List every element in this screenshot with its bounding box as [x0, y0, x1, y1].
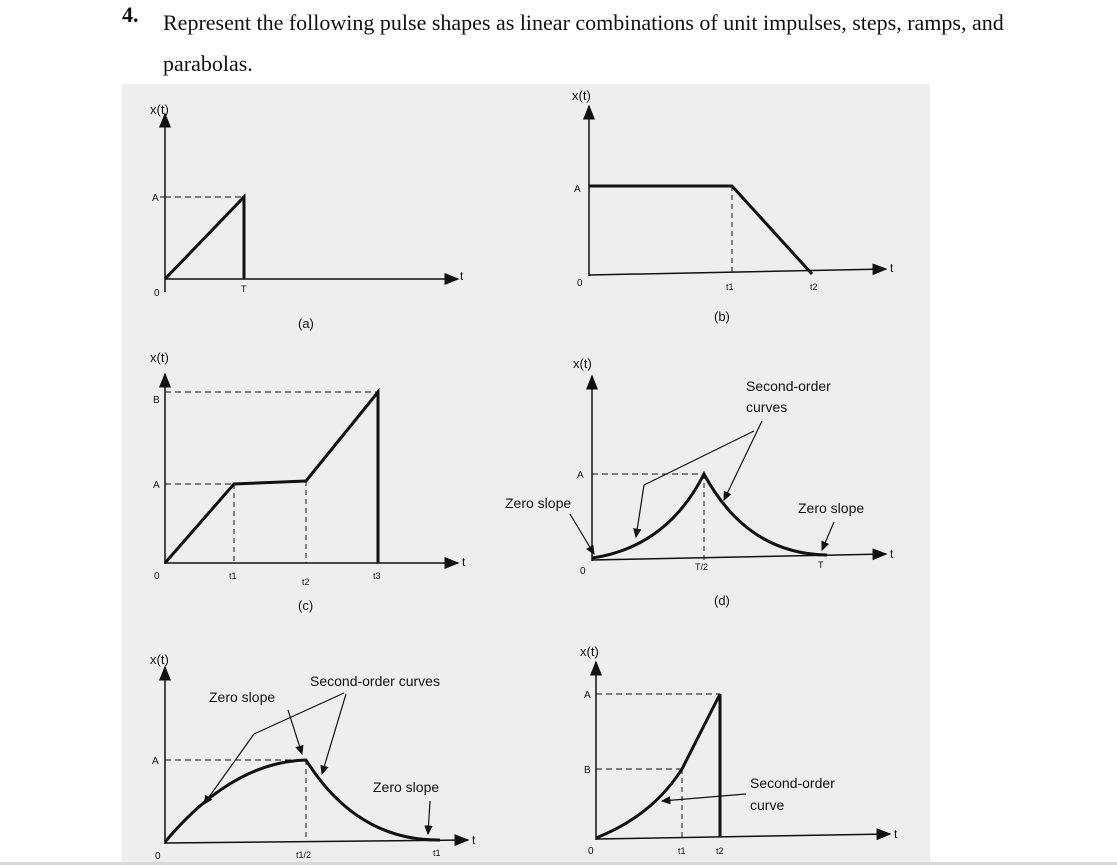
panel-b-tick-t2: t2	[810, 282, 818, 292]
panel-f-tick-t2: t2	[716, 846, 724, 856]
panel-e-note-zero-slope-left: Zero slope	[209, 689, 276, 705]
panel-e-note-second-order: Second-order curves	[310, 673, 440, 689]
panel-b-xlabel: t	[890, 261, 894, 275]
panel-c-level-b: B	[153, 395, 160, 406]
panel-f-ylabel: x(t)	[580, 644, 599, 659]
panel-c-tick-t1: t1	[229, 571, 237, 581]
panel-f-note-curve: curve	[750, 797, 785, 813]
panel-f-level-a: A	[584, 690, 591, 701]
panel-d-note-zero-slope-right: Zero slope	[798, 500, 865, 516]
panel-d-ylabel: x(t)	[573, 356, 592, 371]
panel-e-origin: 0	[155, 851, 161, 862]
panel-d-note-curves: curves	[746, 399, 788, 415]
panel-a-caption: (a)	[298, 316, 314, 331]
panel-a-tick-t: T	[241, 284, 247, 294]
panel-b-level-a: A	[574, 184, 581, 195]
panel-f-tick-t1: t1	[678, 846, 686, 856]
panel-b-caption: (b)	[714, 309, 730, 324]
pulse-shapes-figure	[122, 84, 930, 865]
panel-c-xlabel: t	[462, 555, 466, 569]
panel-a-origin: 0	[154, 288, 160, 299]
panel-b-origin: 0	[577, 278, 583, 289]
panel-c-caption: (c)	[298, 598, 314, 613]
panel-e-note-zero-slope-right: Zero slope	[373, 779, 440, 795]
panel-e-level-a: A	[152, 756, 159, 767]
panel-c-tick-t3: t3	[373, 571, 381, 581]
panel-d-tick-t: T	[818, 560, 824, 570]
panel-f-xlabel: t	[894, 827, 898, 841]
panel-a-xlabel: t	[460, 269, 464, 283]
panel-d	[505, 356, 894, 608]
panel-b-ylabel: x(t)	[572, 88, 591, 103]
panel-c	[150, 350, 466, 613]
panel-d-note-zero-slope-left: Zero slope	[505, 495, 572, 511]
panel-b	[572, 88, 894, 324]
panel-d-level-a: A	[577, 470, 584, 481]
question-number: 4.	[122, 2, 139, 27]
panel-e-tick-t1: t1	[433, 848, 441, 858]
panel-f	[580, 644, 898, 857]
panel-e-xlabel: t	[472, 833, 476, 847]
question-text: Represent the following pulse shapes as linear combinations of unit impulses, steps, ramps, and parabolas.	[163, 10, 1004, 76]
panel-b-tick-t1: t1	[726, 282, 734, 292]
panel-a-level-a: A	[152, 193, 159, 204]
panel-d-tick-half: T/2	[695, 562, 709, 572]
panel-f-note-second-order: Second-order	[750, 775, 835, 791]
panel-d-caption: (d)	[714, 593, 730, 608]
panel-c-level-a: A	[153, 480, 160, 491]
panel-e-tick-half: t1/2	[296, 850, 312, 860]
panel-d-note-second-order: Second-order	[746, 378, 831, 394]
panel-a	[150, 102, 464, 331]
panel-c-tick-t2: t2	[302, 577, 310, 587]
panel-d-xlabel: t	[890, 547, 894, 561]
panel-e-ylabel: x(t)	[150, 652, 169, 667]
panel-a-ylabel: x(t)	[150, 102, 169, 117]
panel-c-origin: 0	[154, 571, 160, 582]
panel-c-ylabel: x(t)	[150, 350, 169, 365]
panel-f-origin: 0	[588, 846, 594, 857]
panel-e	[150, 652, 476, 862]
panel-d-origin: 0	[580, 566, 586, 577]
panel-f-level-b: B	[584, 765, 591, 776]
